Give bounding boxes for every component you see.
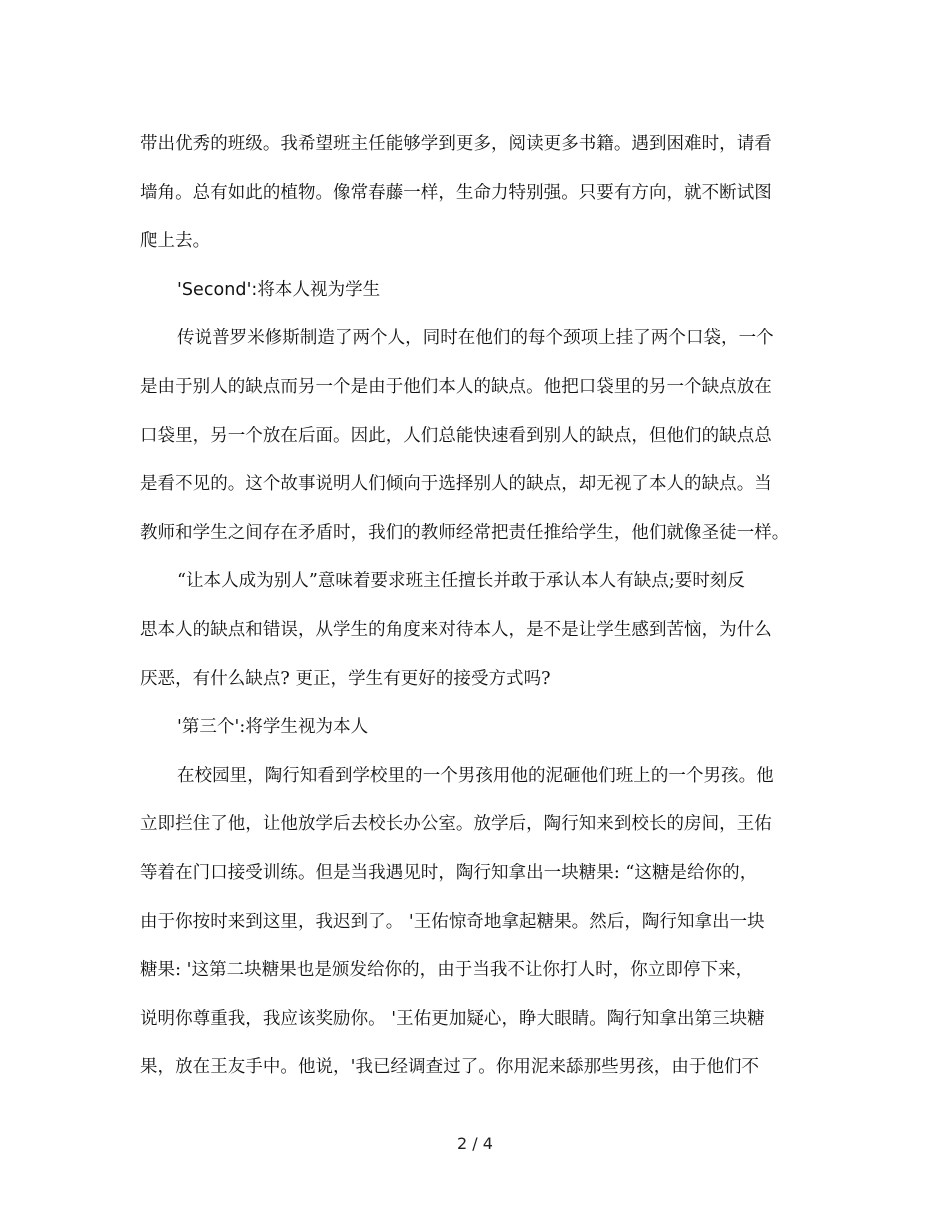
text-line: 墙角。总有如此的植物。像常春藤一样，生命力特别强。只要有方向，就不断试图 [140, 182, 772, 203]
document-body [140, 126, 820, 1098]
text-line: 立即拦住了他，让他放学后去校长办公室。放学后，陶行知来到校长的房间，王佑 [140, 814, 772, 835]
text-line: 厌恶，有什么缺点? 更正，学生有更好的接受方式吗? [140, 668, 551, 689]
text-line: 等着在门口接受训练。但是当我遇见时，陶行知拿出一块糖果: “这糖是给你的， [140, 862, 758, 883]
text-line: 口袋里，另一个放在后面。因此，人们总能快速看到别人的缺点，但他们的缺点总 [140, 425, 772, 446]
text-line: 说明你尊重我，我应该奖励你。 '王佑更加疑心，睁大眼睛。陶行知拿出第三块糖 [140, 1008, 765, 1029]
text-line: 由于你按时来到这里，我迟到了。 '王佑惊奇地拿起糖果。然后，陶行知拿出一块 [140, 911, 765, 932]
text-line: 传说普罗米修斯制造了两个人，同时在他们的每个颈项上挂了两个口袋，一个 [177, 328, 774, 349]
text-line: 在校园里，陶行知看到学校里的一个男孩用他的泥砸他们班上的一个男孩。他 [177, 765, 774, 786]
section-heading-second: 'Second':将本人视为学生 [177, 279, 381, 300]
section-heading-third: '第三个':将学生视为本人 [177, 717, 369, 738]
text-line: 教师和学生之间存在矛盾时，我们的教师经常把责任推给学生，他们就像圣徒一样。 [140, 522, 790, 543]
text-line: 是看不见的。这个故事说明人们倾向于选择别人的缺点，却无视了本人的缺点。当 [140, 474, 772, 495]
text-line: 果，放在王友手中。他说，'我已经调查过了。你用泥来舔那些男孩，由于他们不 [140, 1057, 760, 1078]
text-line: 思本人的缺点和错误，从学生的角度来对待本人，是不是让学生感到苦恼，为什么 [140, 619, 772, 640]
text-line: 是由于别人的缺点而另一个是由于他们本人的缺点。他把口袋里的另一个缺点放在 [140, 376, 772, 397]
text-line: “让本人成为别人”意味着要求班主任擅长并敢于承认本人有缺点;要时刻反 [177, 571, 745, 592]
text-line: 糖果: '这第二块糖果也是颁发给你的，由于当我不让你打人时，你立即停下来， [140, 960, 754, 981]
text-line: 爬上去。 [140, 231, 211, 252]
text-line: 带出优秀的班级。我希望班主任能够学到更多，阅读更多书籍。遇到困难时，请看 [140, 134, 772, 154]
page-number: 2 / 4 [457, 1134, 493, 1153]
